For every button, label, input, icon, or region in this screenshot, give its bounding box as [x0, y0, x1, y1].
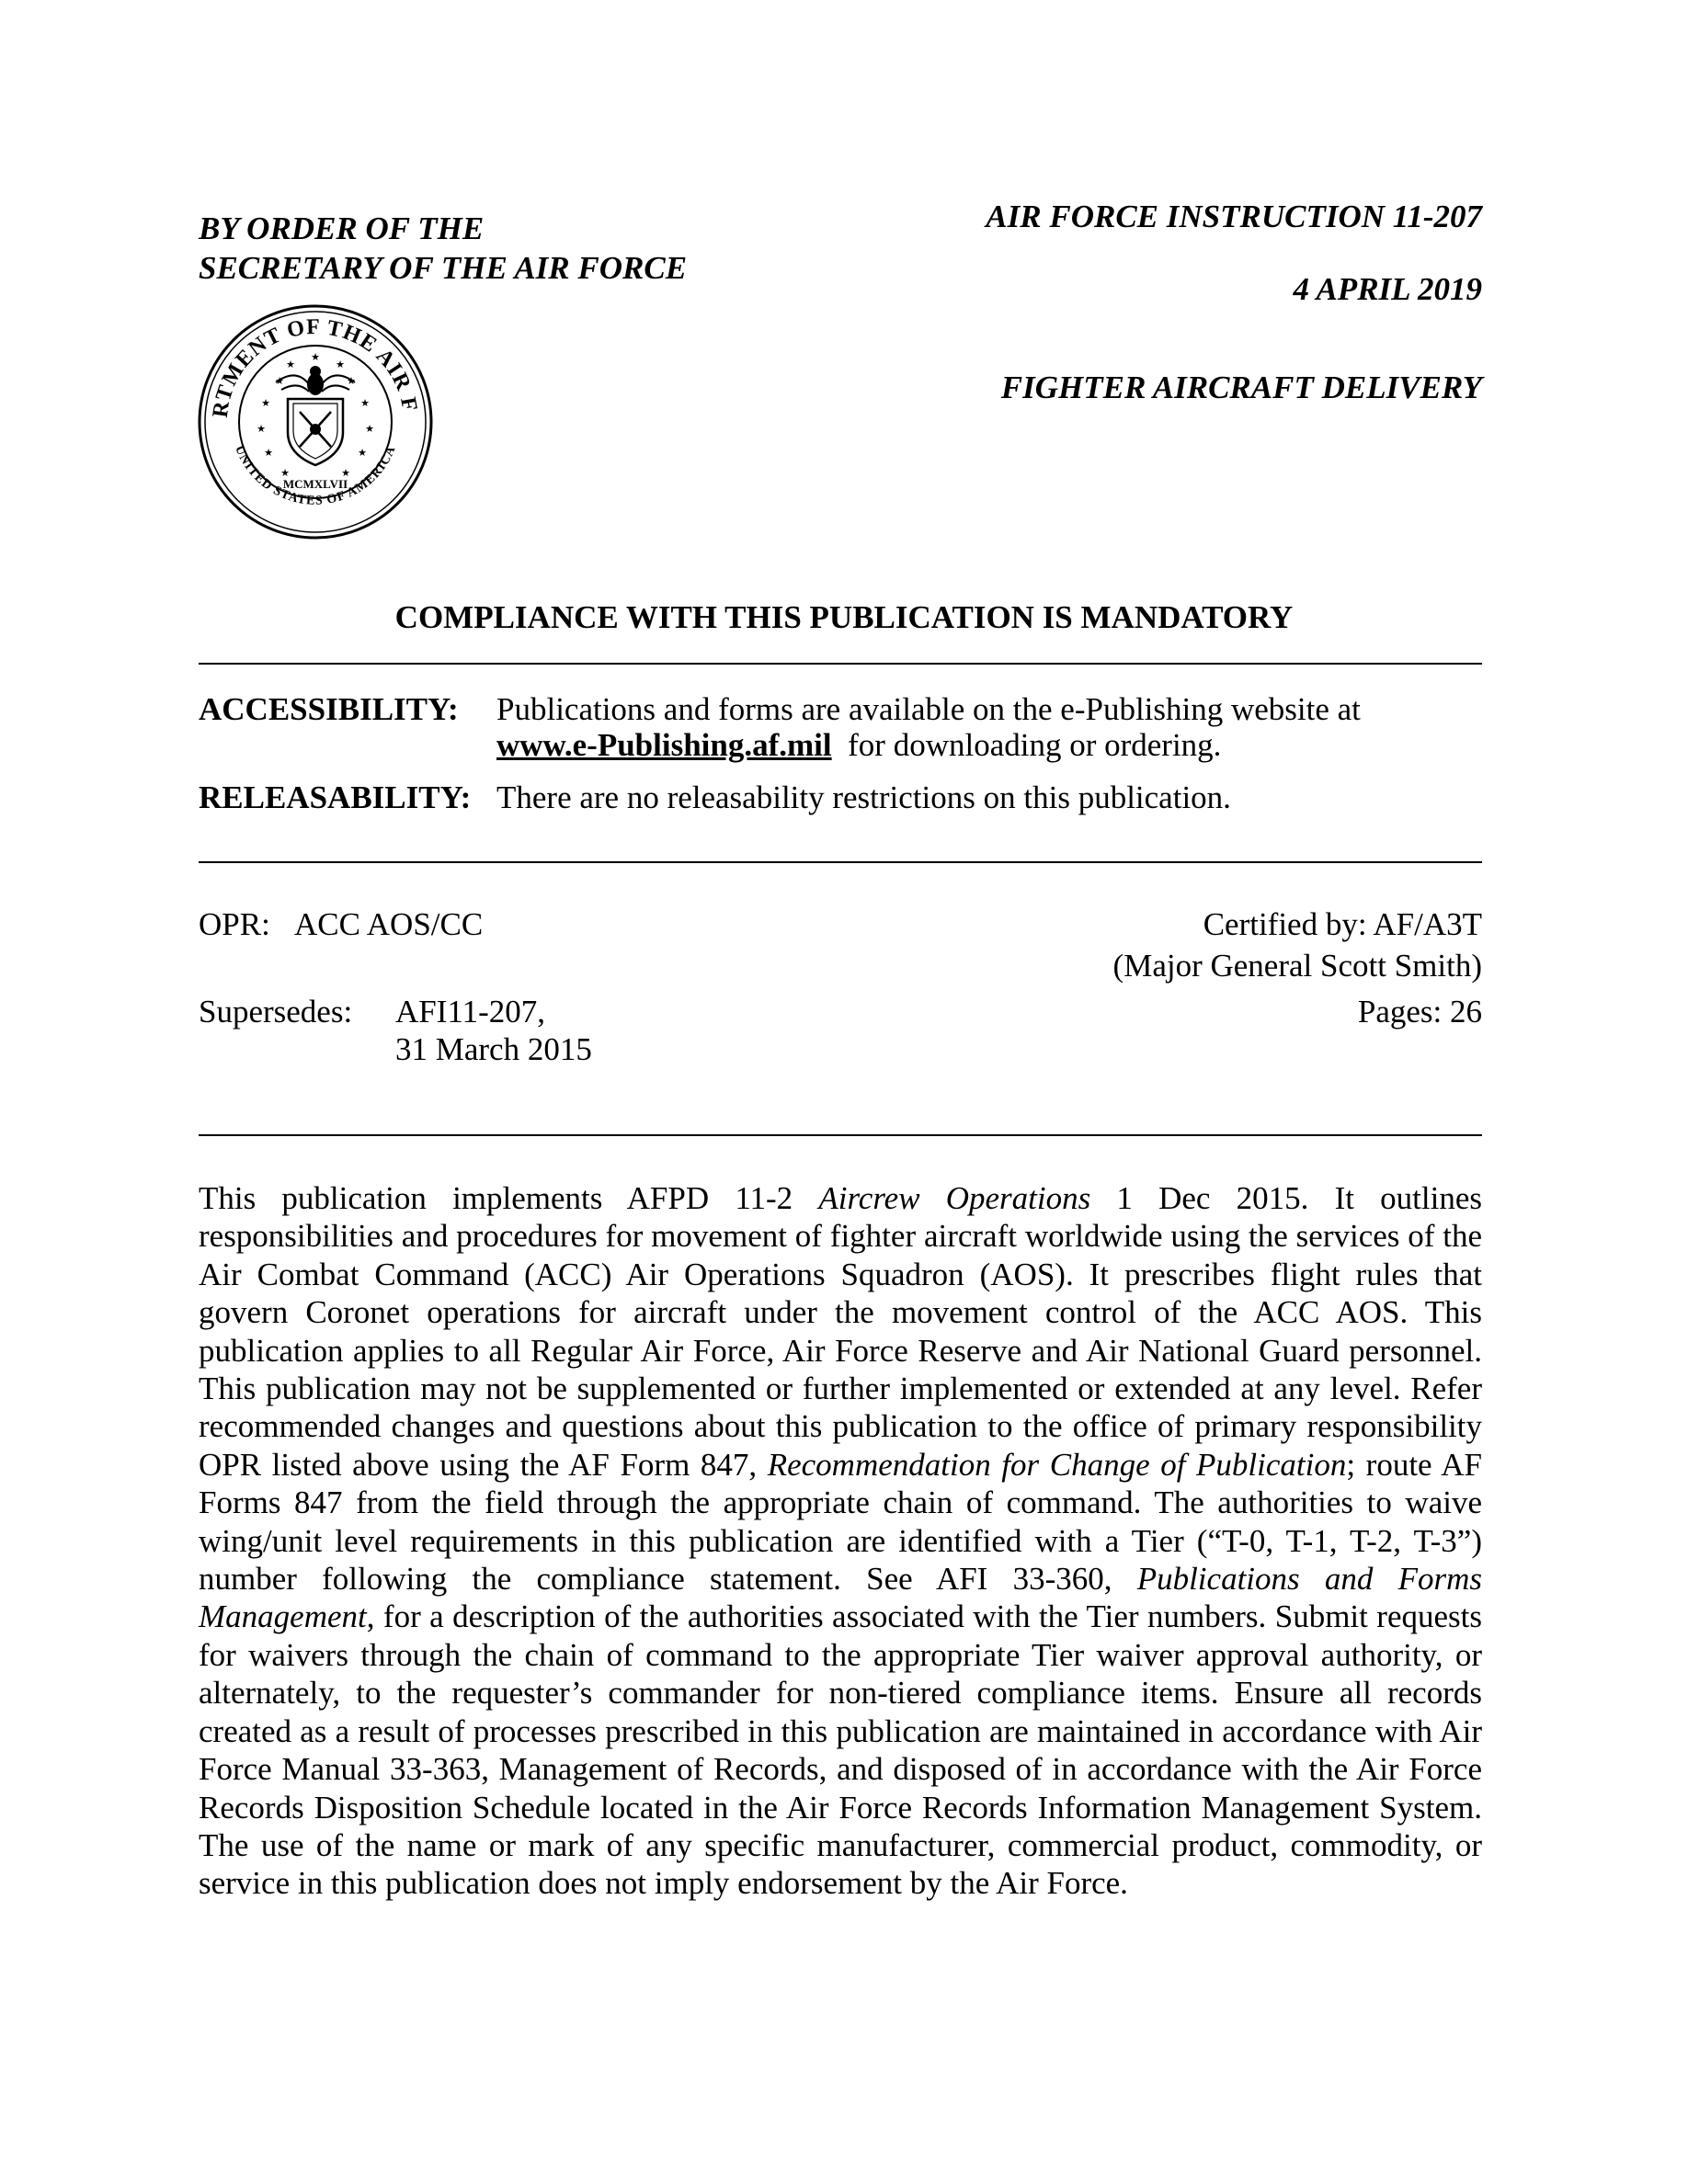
- by-order-line-2: SECRETARY OF THE AIR FORCE: [199, 250, 688, 286]
- svg-text:★: ★: [341, 467, 350, 479]
- accessibility-line-2-rest: for downloading or ordering.: [848, 727, 1222, 763]
- summary-reference-title: Aircrew Operations: [818, 1180, 1091, 1216]
- releasability-label: RELEASABILITY:: [199, 779, 472, 815]
- certified-by: Certified by: AF/A3T: [1203, 906, 1482, 942]
- summary-text: , for a description of the authorities associated with the Tier numbers. Submit requests for waivers through the chain of command to the appropriate Tier waiver approval authority, or alternately, to the requester’s commander for non-tiered compliance items. Ensure all records created as a result of processes prescribed in this publication are maintained in accordance with Air Force Manual 33-363, Management of Records, and disposed of in accordance with the Air Force Records Disposition Schedule located in the Air Force Records Information Management System. The use of the name or mark of any specific manufacturer, commercial product, commodity, or service in this publication does not imply endorsement by the Air Force.: [199, 1598, 1482, 1902]
- supersedes-date: 31 March 2015: [395, 1031, 592, 1067]
- compliance-statement: COMPLIANCE WITH THIS PUBLICATION IS MANDATORY: [394, 599, 1294, 635]
- divider-rule: [199, 1134, 1482, 1136]
- publication-subject: FIGHTER AIRCRAFT DELIVERY: [1000, 370, 1482, 405]
- epublishing-link[interactable]: www.e-Publishing.af.mil: [496, 727, 832, 763]
- svg-text:DEPARTMENT OF THE AIR FORCE: RTMENT OF THE AIR F: [208, 314, 422, 419]
- seal-year: MCMXLVII: [282, 477, 348, 491]
- summary-reference-title: Publications and Forms Management: [199, 1561, 1482, 1635]
- publication-date: 4 APRIL 2019: [1293, 271, 1482, 307]
- svg-text:★: ★: [280, 467, 290, 479]
- divider-rule: [199, 861, 1482, 863]
- summary-text: 1 Dec 2015. It outlines responsibilities and procedures for movement of fighter aircraft worldwide using the services of the Air Combat Command (ACC) Air Operations Squadron (AOS). It prescribes flight rules that govern Coronet operations for aircraft under the movement control of the ACC AOS. This publication applies to all Regular Air Force, Air Force Reserve and Air National Guard personnel. This publication may not be supplemented or further implemented or extended at any level. Refer recommended changes and questions about this publication to the office of primary responsibility OPR listed above using the AF Form 847,: [199, 1180, 1482, 1483]
- page-count: Pages: 26: [1357, 994, 1482, 1029]
- opr-value: ACC AOS/CC: [294, 906, 484, 942]
- publication-summary: [199, 1179, 1482, 1903]
- summary-text: ; route AF Forms 847 from the field through the appropriate chain of command. The authorities to waive wing/unit level requirements in this publication are identified with a Tier (“T-0, T-1, T-2, T-3”) number following the compliance statement. See AFI 33-360,: [199, 1446, 1482, 1598]
- svg-text:★: ★: [275, 375, 284, 387]
- accessibility-text: Publications and forms are available on the e-Publishing website at: [496, 691, 1361, 727]
- svg-text:★: ★: [360, 397, 370, 409]
- svg-text:★: ★: [286, 358, 295, 370]
- summary-form-title: Recommendation for Change of Publication: [767, 1446, 1347, 1483]
- certifier-name: (Major General Scott Smith): [1112, 948, 1482, 984]
- supersedes-value: AFI11-207,: [395, 994, 546, 1029]
- svg-text:★: ★: [264, 447, 273, 459]
- svg-text:★: ★: [257, 423, 266, 435]
- svg-text:★: ★: [347, 375, 356, 387]
- svg-text:★: ★: [365, 423, 374, 435]
- instruction-number: AIR FORCE INSTRUCTION 11-207: [986, 199, 1482, 234]
- releasability-text: There are no releasability restrictions on this publication.: [496, 779, 1231, 815]
- accessibility-label: ACCESSIBILITY:: [199, 691, 459, 727]
- opr-label: OPR:: [199, 906, 270, 942]
- air-force-seal-icon: [197, 303, 434, 540]
- svg-text:★: ★: [358, 447, 367, 459]
- by-order-line-1: BY ORDER OF THE: [199, 210, 485, 246]
- divider-rule: [199, 663, 1482, 665]
- accessibility-line-2: [496, 727, 1221, 764]
- supersedes-label: Supersedes:: [199, 994, 353, 1029]
- svg-text:UNITED STATES OF AMERICA: UNITED STATES OF AMERICA: [232, 443, 399, 508]
- svg-text:★: ★: [261, 397, 270, 409]
- summary-text: This publication implements AFPD 11-2: [199, 1180, 819, 1216]
- svg-text:★: ★: [336, 358, 345, 370]
- svg-text:★: ★: [311, 351, 320, 363]
